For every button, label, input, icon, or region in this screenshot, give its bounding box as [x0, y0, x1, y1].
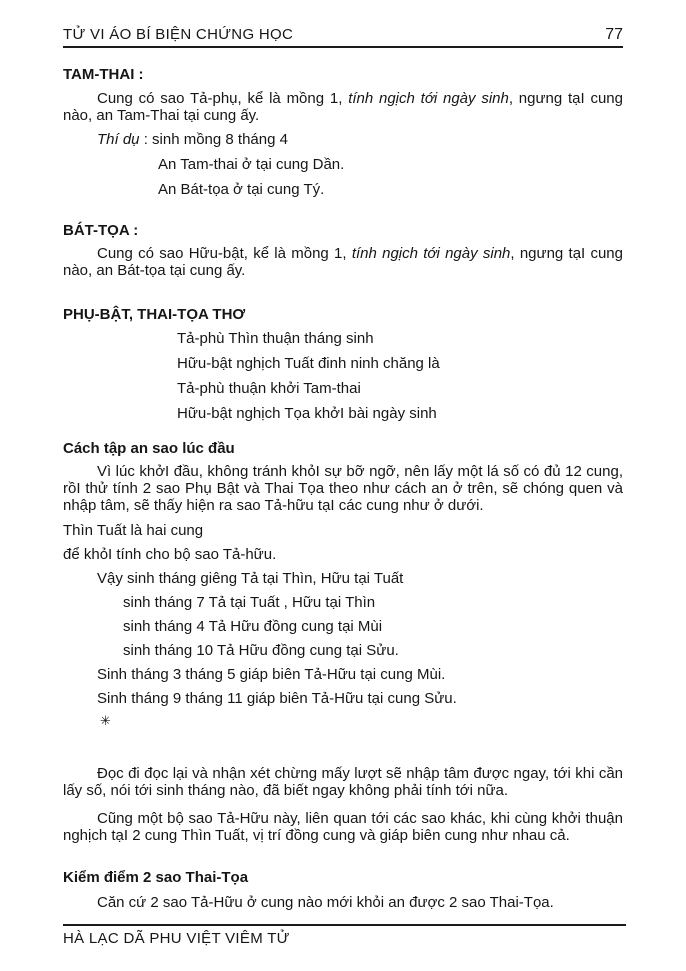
- month-line: sinh tháng 4 Tả Hữu đồng cung tại Mùi: [123, 618, 383, 635]
- month-list: [63, 567, 623, 731]
- paragraph-italic-text: tính ngịch tới ngày sinh: [351, 245, 511, 262]
- footer-author: HÀ LẠC DÃ PHU VIỆT VIÊM TỬ: [63, 930, 290, 947]
- month-line: Sinh tháng 3 tháng 5 giáp biên Tả-Hữu tại cung Mùi.: [97, 666, 446, 683]
- paragraph-practice: Vì lúc khởI đầu, không tránh khỏI sự bỡ ngỡ, nên lấy một lá số có đủ 12 cung, rồI thử tính 2 sao Phụ Bật và Thai Tọa theo như cách an ở trên, sẽ chóng quen và nhập tâm, sẽ thấy hiện ra sao Tả-hữu tạI các cung như ở dưới.: [63, 463, 623, 514]
- paragraph-text: Cung có sao Hữu-bật, kể là mồng 1,: [97, 245, 352, 262]
- running-header: [63, 26, 623, 48]
- section-heading-tam-thai: TAM-THAI :: [63, 66, 144, 83]
- example-block: [63, 127, 623, 202]
- note-block: [63, 519, 623, 567]
- section-heading-bat-toa: BÁT-TỌA :: [63, 222, 139, 239]
- paragraph-text: , ngưng tạI cung nào, an Tam-Thai tại cung ấy.: [63, 90, 623, 124]
- page-number: 77: [605, 26, 623, 43]
- paragraph-text: , ngưng tạI cung nào, an Bát-tọa tại cung ấy.: [63, 245, 623, 279]
- month-line: Vậy sinh tháng giêng Tả tại Thìn, Hữu tại Tuất: [97, 570, 404, 587]
- month-line: sinh tháng 10 Tả Hữu đồng cung tại Sửu.: [123, 642, 399, 659]
- month-line: Sinh tháng 9 tháng 11 giáp biên Tả-Hữu tại cung Sửu.: [97, 690, 457, 707]
- paragraph-review: Căn cứ 2 sao Tả-Hữu ở cung nào mới khỏi an được 2 sao Thai-Tọa.: [97, 894, 554, 911]
- paragraph-italic-text: tính ngịch tới ngày sinh: [348, 90, 509, 107]
- month-line: sinh tháng 7 Tả tại Tuất , Hữu tại Thìn: [123, 594, 376, 611]
- poem-block: [63, 326, 623, 426]
- paragraph-text: Cung có sao Tả-phụ, kể là mồng 1,: [97, 90, 349, 107]
- paragraph-bat-toa: [63, 245, 623, 279]
- paragraph-tam-thai: [63, 90, 623, 124]
- paragraph-closing-2: Cũng một bộ sao Tả-Hữu này, liên quan tới các sao khác, khi cùng khởi thuận nghịch tạI 2 cung Thìn Tuất, vị trí đồng cung và giáp biên cung như nhau cả.: [63, 810, 623, 844]
- poem-line: Hữu-bật nghịch Tọa khởI bài ngày sinh: [177, 405, 437, 422]
- example-intro-text: : sinh mồng 8 tháng 4: [139, 131, 288, 148]
- book-title: TỬ VI ÁO BÍ BIỆN CHỨNG HỌC: [63, 26, 294, 43]
- example-line: An Tam-thai ở tại cung Dần.: [158, 156, 345, 173]
- example-intro-line: [63, 127, 623, 152]
- poem-line: Hữu-bật nghịch Tuất đinh ninh chăng là: [177, 355, 440, 372]
- poem-line: Tả-phù thuận khởi Tam-thai: [177, 380, 361, 397]
- asterisk-separator-icon: ✳: [100, 713, 111, 728]
- poem-line: Tả-phù Thìn thuận tháng sinh: [177, 330, 374, 347]
- example-label: Thí dụ: [97, 131, 140, 148]
- running-footer: [63, 924, 626, 947]
- section-heading-poem: PHỤ-BẬT, THAI-TỌA THƠ: [63, 306, 246, 323]
- paragraph-closing-1: Đọc đi đọc lại và nhận xét chừng mấy lượt sẽ nhập tâm được ngay, tới khi cần lấy số, nói tới sinh tháng nào, đã biết ngay không phải tính tới nữa.: [63, 765, 623, 799]
- section-heading-review: Kiểm điểm 2 sao Thai-Tọa: [63, 869, 249, 886]
- note-line: Thìn Tuất là hai cung: [63, 522, 204, 539]
- example-line: An Bát-tọa ở tại cung Tý.: [158, 181, 325, 198]
- section-heading-practice: Cách tập an sao lúc đầu: [63, 440, 235, 457]
- note-line: để khỏI tính cho bộ sao Tả-hữu.: [63, 546, 277, 563]
